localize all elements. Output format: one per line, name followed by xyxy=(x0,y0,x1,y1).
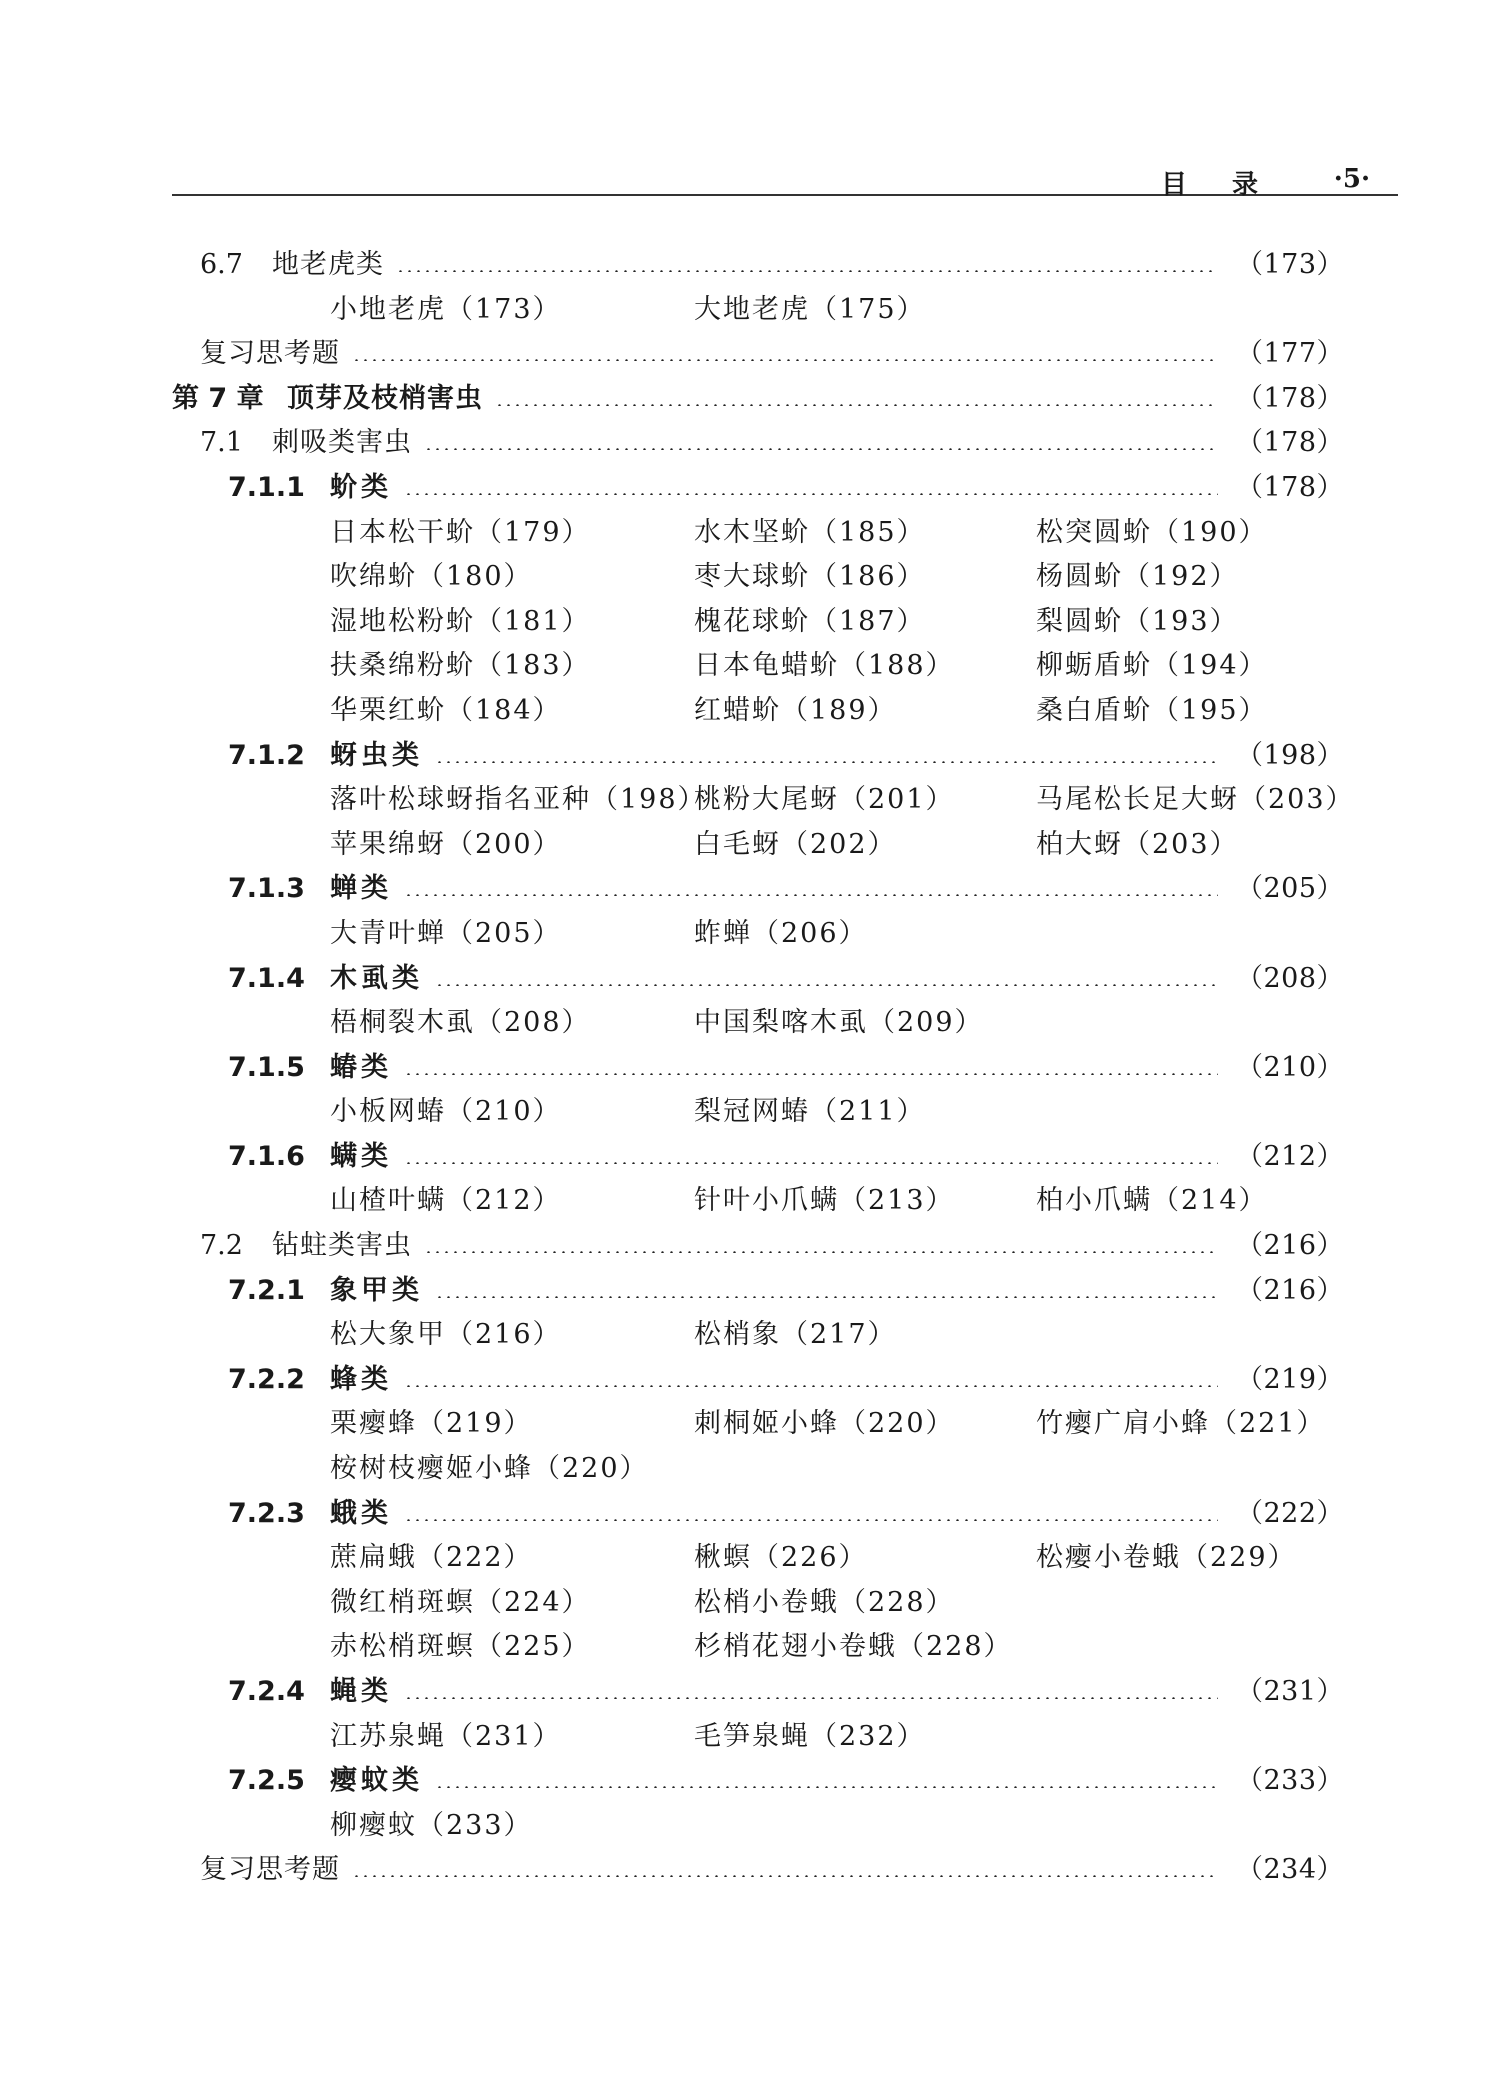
table-of-contents xyxy=(0,243,1504,1893)
toc-entry xyxy=(0,1848,1504,1893)
toc-entry xyxy=(0,243,1504,288)
dot-leader xyxy=(352,359,1218,361)
species-entry: 松大象甲（216） xyxy=(330,1319,562,1351)
dot-leader xyxy=(404,1697,1218,1699)
toc-entry-heading xyxy=(228,1670,392,1715)
section-title: 钻蛀类害虫 xyxy=(272,1230,412,1262)
section-title: 蝽类 xyxy=(330,1051,392,1083)
species-entry: 桃粉大尾蚜（201） xyxy=(694,784,955,816)
species-entry: 小地老虎（173） xyxy=(330,293,562,325)
toc-entry xyxy=(0,1358,1504,1403)
species-entry: 梧桐裂木虱（208） xyxy=(330,1007,591,1039)
species-row xyxy=(0,1179,1504,1224)
toc-entry-heading xyxy=(172,377,483,422)
species-row xyxy=(0,1090,1504,1135)
page-reference: （234） xyxy=(1236,1854,1345,1886)
species-entry: 针叶小爪螨（213） xyxy=(694,1185,955,1217)
species-entry: 松梢小卷蛾（228） xyxy=(694,1586,955,1618)
species-entry: 蔗扁蛾（222） xyxy=(330,1542,533,1574)
dot-leader xyxy=(404,1073,1218,1075)
species-row xyxy=(0,1715,1504,1760)
toc-entry xyxy=(0,867,1504,912)
species-entry: 桑白盾蚧（195） xyxy=(1036,694,1268,726)
species-entry: 楸螟（226） xyxy=(694,1542,868,1574)
species-entry: 吹绵蚧（180） xyxy=(330,561,533,593)
section-number: 7.1.6 xyxy=(228,1140,305,1172)
section-title: 顶芽及枝梢害虫 xyxy=(287,382,483,414)
section-number: 7.1.4 xyxy=(228,962,305,994)
species-row xyxy=(0,823,1504,868)
species-entry: 日本龟蜡蚧（188） xyxy=(694,650,955,682)
toc-entry xyxy=(0,957,1504,1002)
section-number: 7.2.3 xyxy=(228,1497,305,1529)
toc-entry xyxy=(0,377,1504,422)
section-title: 地老虎类 xyxy=(272,249,384,280)
species-row xyxy=(0,555,1504,600)
species-entry: 红蜡蚧（189） xyxy=(694,694,897,726)
dot-leader xyxy=(435,761,1218,763)
species-entry: 梨圆蚧（193） xyxy=(1036,605,1239,637)
species-row xyxy=(0,778,1504,823)
page-reference: （210） xyxy=(1236,1051,1345,1083)
species-entry: 湿地松粉蚧（181） xyxy=(330,605,591,637)
toc-entry-heading xyxy=(228,867,392,912)
toc-entry-heading xyxy=(228,1358,392,1403)
page-reference: （216） xyxy=(1236,1274,1345,1306)
page-reference: （233） xyxy=(1236,1765,1345,1797)
species-row xyxy=(0,288,1504,333)
section-number: 7.2 xyxy=(200,1230,243,1262)
species-entry: 竹瘿广肩小蜂（221） xyxy=(1036,1408,1326,1440)
dot-leader xyxy=(404,493,1218,495)
species-entry: 苹果绵蚜（200） xyxy=(330,828,562,860)
section-number: 7.2.2 xyxy=(228,1363,305,1395)
section-number: 6.7 xyxy=(200,249,243,280)
section-title: 瘿蚊类 xyxy=(330,1765,423,1797)
dot-leader xyxy=(404,1519,1218,1521)
page-reference: （219） xyxy=(1236,1363,1345,1395)
species-entry: 马尾松长足大蚜（203） xyxy=(1036,784,1355,816)
species-entry: 柏大蚜（203） xyxy=(1036,828,1239,860)
section-title: 螨类 xyxy=(330,1140,392,1172)
species-entry: 松突圆蚧（190） xyxy=(1036,516,1268,548)
toc-entry-heading xyxy=(200,421,412,466)
section-title: 复习思考题 xyxy=(200,338,340,370)
toc-entry xyxy=(0,1135,1504,1180)
dot-leader xyxy=(404,894,1218,896)
dot-leader xyxy=(424,1251,1218,1253)
toc-entry xyxy=(0,1759,1504,1804)
section-number: 7.1.1 xyxy=(228,471,305,503)
dot-leader xyxy=(424,448,1218,450)
section-title: 复习思考题 xyxy=(200,1854,340,1886)
section-number: 7.2.4 xyxy=(228,1676,305,1707)
dot-leader xyxy=(435,984,1218,986)
section-number: 7.1.3 xyxy=(228,873,305,905)
page-reference: （198） xyxy=(1236,739,1345,771)
dot-leader xyxy=(396,270,1218,272)
running-header xyxy=(172,160,1398,200)
section-number: 7.1.5 xyxy=(228,1051,305,1083)
species-entry: 山楂叶螨（212） xyxy=(330,1185,562,1217)
species-entry: 扶桑绵粉蚧（183） xyxy=(330,650,591,682)
species-entry: 柳瘿蚊（233） xyxy=(330,1809,533,1841)
species-entry: 华栗红蚧（184） xyxy=(330,694,562,726)
species-entry: 水木坚蚧（185） xyxy=(694,516,926,548)
species-row xyxy=(0,1804,1504,1849)
toc-entry-heading xyxy=(200,1224,412,1269)
species-entry: 桉树枝瘿姬小蜂（220） xyxy=(330,1453,649,1485)
toc-entry-heading xyxy=(228,466,392,511)
toc-entry-heading xyxy=(228,1492,392,1537)
dot-leader xyxy=(404,1385,1218,1387)
page-reference: （212） xyxy=(1236,1140,1345,1172)
page-reference: （178） xyxy=(1236,382,1345,414)
toc-entry xyxy=(0,734,1504,779)
species-row xyxy=(0,511,1504,556)
species-entry: 槐花球蚧（187） xyxy=(694,605,926,637)
dot-leader xyxy=(404,1162,1218,1164)
section-title: 木虱类 xyxy=(330,962,423,994)
toc-entry xyxy=(0,421,1504,466)
species-row xyxy=(0,644,1504,689)
species-entry: 日本松干蚧（179） xyxy=(330,516,591,548)
page-reference: （178） xyxy=(1236,471,1345,503)
toc-entry-heading xyxy=(228,957,423,1002)
section-number: 7.2.1 xyxy=(228,1274,305,1306)
species-row xyxy=(0,912,1504,957)
species-entry: 杨圆蚧（192） xyxy=(1036,561,1239,593)
species-row xyxy=(0,1402,1504,1447)
species-entry: 落叶松球蚜指名亚种（198） xyxy=(330,784,707,816)
page-reference: （222） xyxy=(1236,1497,1345,1529)
toc-entry-heading xyxy=(228,1269,423,1314)
page-reference: （178） xyxy=(1236,427,1345,459)
section-title: 蝇类 xyxy=(330,1676,392,1707)
species-entry: 蚱蝉（206） xyxy=(694,917,868,949)
species-row xyxy=(0,1313,1504,1358)
species-entry: 大青叶蝉（205） xyxy=(330,917,562,949)
toc-entry xyxy=(0,332,1504,377)
species-entry: 柏小爪螨（214） xyxy=(1036,1185,1268,1217)
species-entry: 赤松梢斑螟（225） xyxy=(330,1631,591,1663)
dot-leader xyxy=(352,1875,1218,1877)
section-number: 7.1.2 xyxy=(228,739,305,771)
toc-entry-heading xyxy=(200,332,340,377)
section-title: 蝉类 xyxy=(330,873,392,905)
toc-entry-heading xyxy=(200,243,384,288)
species-row xyxy=(0,1447,1504,1492)
dot-leader xyxy=(435,1786,1218,1788)
toc-entry xyxy=(0,466,1504,511)
section-title: 象甲类 xyxy=(330,1274,423,1306)
species-row xyxy=(0,1625,1504,1670)
section-title: 蜂类 xyxy=(330,1363,392,1395)
species-row xyxy=(0,600,1504,645)
section-number: 7.1 xyxy=(200,427,243,459)
toc-entry-heading xyxy=(228,1759,423,1804)
species-entry: 江苏泉蝇（231） xyxy=(330,1720,562,1752)
section-title: 蚜虫类 xyxy=(330,739,423,771)
species-entry: 刺桐姬小蜂（220） xyxy=(694,1408,955,1440)
species-row xyxy=(0,689,1504,734)
species-entry: 杉梢花翅小卷蛾（228） xyxy=(694,1631,1013,1663)
species-entry: 栗瘿蜂（219） xyxy=(330,1408,533,1440)
toc-entry-heading xyxy=(228,734,423,779)
toc-entry xyxy=(0,1224,1504,1269)
species-row xyxy=(0,1536,1504,1581)
section-title: 蛾类 xyxy=(330,1497,392,1529)
page-reference: （231） xyxy=(1236,1676,1345,1707)
species-entry: 微红梢斑螟（224） xyxy=(330,1586,591,1618)
species-entry: 枣大球蚧（186） xyxy=(694,561,926,593)
species-row xyxy=(0,1001,1504,1046)
header-page-number: ·5· xyxy=(1333,164,1370,194)
section-title: 刺吸类害虫 xyxy=(272,427,412,459)
toc-entry xyxy=(0,1046,1504,1091)
species-entry: 大地老虎（175） xyxy=(694,293,926,325)
species-entry: 小板网蝽（210） xyxy=(330,1096,562,1128)
toc-entry-heading xyxy=(200,1848,340,1893)
species-entry: 松瘿小卷蛾（229） xyxy=(1036,1542,1297,1574)
page-reference: （173） xyxy=(1236,249,1345,280)
header-title: 目 录 xyxy=(1160,170,1276,200)
dot-leader xyxy=(495,404,1218,406)
page-reference: （205） xyxy=(1236,873,1345,905)
toc-entry xyxy=(0,1269,1504,1314)
species-entry: 梨冠网蝽（211） xyxy=(694,1096,926,1128)
species-entry: 白毛蚜（202） xyxy=(694,828,897,860)
toc-entry-heading xyxy=(228,1046,392,1091)
species-entry: 中国梨喀木虱（209） xyxy=(694,1007,984,1039)
toc-entry-heading xyxy=(228,1135,392,1180)
species-entry: 松梢象（217） xyxy=(694,1319,897,1351)
page-reference: （177） xyxy=(1236,338,1345,370)
toc-entry xyxy=(0,1492,1504,1537)
dot-leader xyxy=(435,1296,1218,1298)
species-entry: 柳蛎盾蚧（194） xyxy=(1036,650,1268,682)
page-reference: （208） xyxy=(1236,962,1345,994)
species-entry: 毛笋泉蝇（232） xyxy=(694,1720,926,1752)
section-title: 蚧类 xyxy=(330,471,392,503)
page-reference: （216） xyxy=(1236,1230,1345,1262)
section-number: 7.2.5 xyxy=(228,1765,305,1797)
section-number: 第 7 章 xyxy=(172,382,264,414)
toc-entry xyxy=(0,1670,1504,1715)
species-row xyxy=(0,1581,1504,1626)
